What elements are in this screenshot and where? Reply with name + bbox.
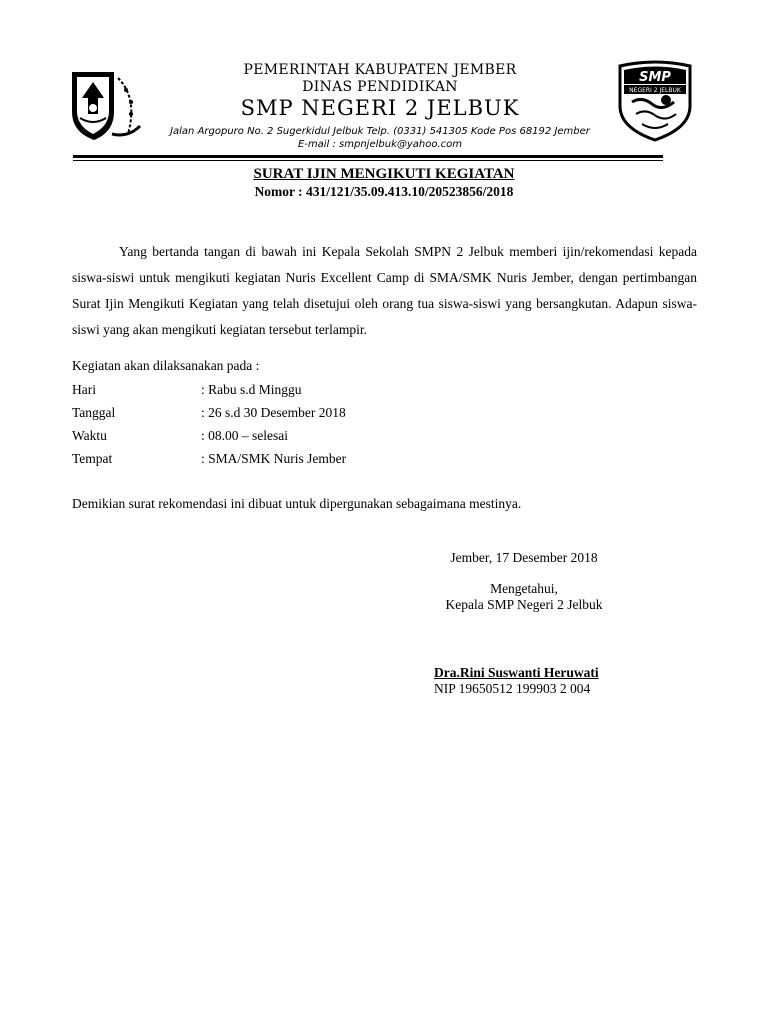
- signature-name: Dra.Rini Suswanti Heruwati: [434, 665, 599, 680]
- letterhead-email: E-mail : smpnjelbuk@yahoo.com: [297, 139, 463, 150]
- letterhead-divider-thick: [73, 155, 663, 158]
- letterhead-government: PEMERINTAH KABUPATEN JEMBER: [243, 62, 517, 78]
- letterhead-school-name: SMP NEGERI 2 JELBUK: [240, 96, 520, 120]
- closing-statement: Demikian surat rekomendasi ini dibuat untuk dipergunakan sebagaimana mestinya.: [72, 496, 522, 511]
- emblem-top-text: SMP: [639, 70, 671, 85]
- schedule-date-label: Tanggal: [72, 405, 116, 420]
- schedule-intro: Kegiatan akan dilaksanakan pada :: [72, 358, 260, 373]
- signature-acknowledged: Mengetahui,: [490, 581, 558, 596]
- letterhead-divider-thin: [73, 160, 663, 161]
- schedule-time-label: Waktu: [72, 428, 107, 443]
- signature-nip: NIP 19650512 199903 2 004: [434, 681, 591, 696]
- letterhead-address: Jalan Argopuro No. 2 Sugerkidul Jelbuk Telp. (0331) 541305 Kode Pos 68192 Jember: [170, 126, 590, 137]
- signature-place-date: Jember, 17 Desember 2018: [450, 550, 598, 565]
- schedule-place-value: : SMA/SMK Nuris Jember: [201, 451, 347, 466]
- emblem-band-text: NEGERI 2 JELBUK: [629, 87, 681, 94]
- signature-position: Kepala SMP Negeri 2 Jelbuk: [445, 597, 603, 612]
- jember-regency-emblem-icon: [68, 68, 144, 144]
- smp-negeri-2-jelbuk-emblem-icon: [612, 58, 698, 144]
- letter-title-text: SURAT IJIN MENGIKUTI KEGIATAN: [253, 166, 515, 182]
- schedule-time-value: : 08.00 – selesai: [201, 428, 288, 443]
- schedule-day-value: : Rabu s.d Minggu: [201, 382, 302, 397]
- letter-number: Nomor : 431/121/35.09.413.10/20523856/2018: [254, 184, 514, 199]
- schedule-date-value: : 26 s.d 30 Desember 2018: [201, 405, 346, 420]
- letter-title: [0, 166, 768, 183]
- schedule-place-label: Tempat: [72, 451, 113, 466]
- letterhead-department: DINAS PENDIDIKAN: [302, 79, 458, 95]
- schedule-day-label: Hari: [72, 382, 96, 397]
- letter-body-paragraph: Yang bertanda tangan di bawah ini Kepala Sekolah SMPN 2 Jelbuk memberi ijin/rekomendasi kepada siswa-siswi untuk mengikuti kegiatan Nuris Excellent Camp di SMA/SMK Nuris Jember, dengan pertimbangan Surat Ijin Mengikuti Kegiatan yang telah disetujui oleh orang tua siswa-siswi yang bersangkutan. Adapun siswa-siswi yang akan mengikuti kegiatan tersebut terlampir.: [72, 244, 697, 337]
